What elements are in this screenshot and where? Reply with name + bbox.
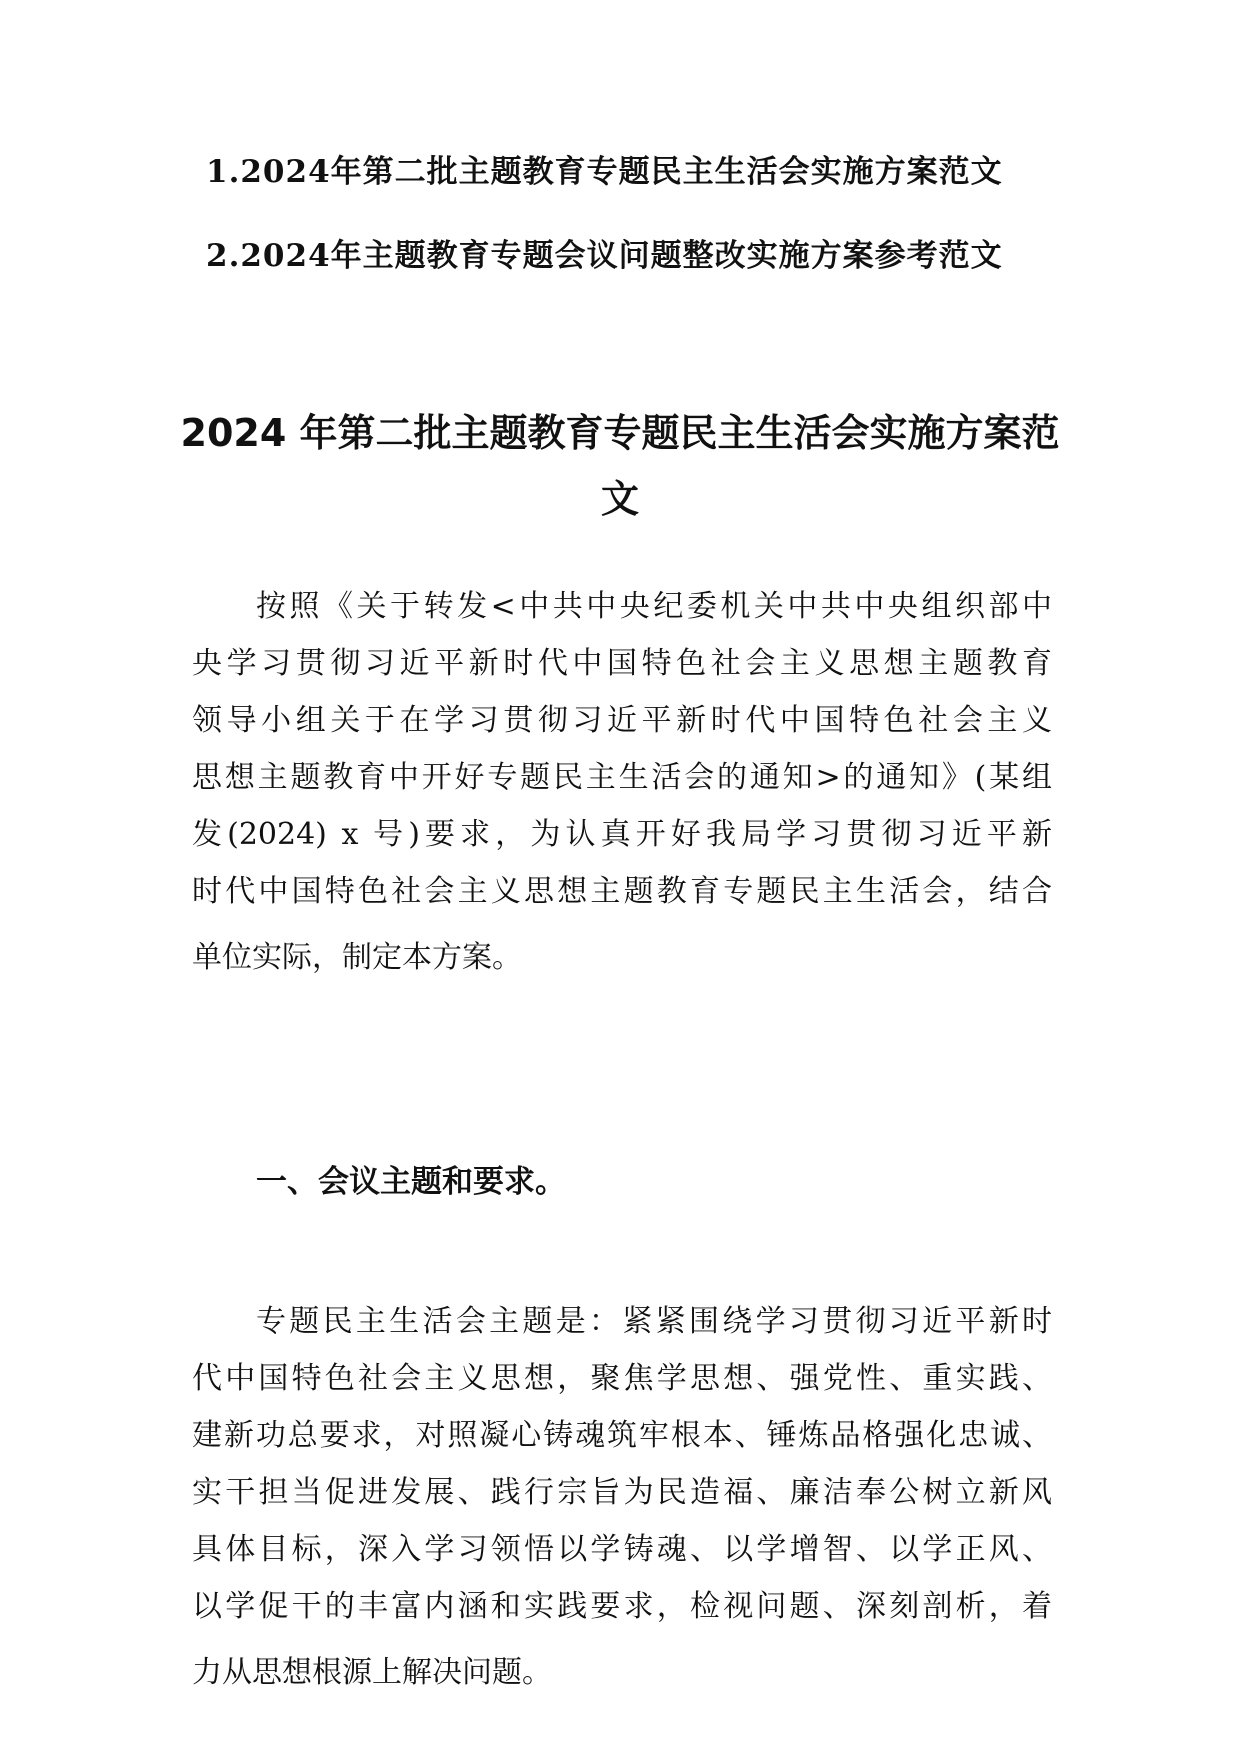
paragraph-line: 央学习贯彻习近平新时代中国特色社会主义思想主题教育 [192, 646, 1052, 681]
paragraph-line: 以学促干的丰富内涵和实践要求，检视问题、深刻剖析，着 [192, 1589, 1052, 1624]
paragraph-line: 领导小组关于在学习贯彻习近平新时代中国特色社会主义 [192, 703, 1052, 738]
section-heading-1: 一、会议主题和要求。 [256, 1164, 566, 1200]
section-1-paragraph [192, 1293, 1052, 1701]
intro-paragraph [192, 578, 1052, 986]
document-title-line-2: 文 [600, 477, 639, 521]
document-title [120, 400, 1120, 532]
table-of-contents [206, 150, 1106, 278]
paragraph-line: 发(2024) x 号)要求，为认真开好我局学习贯彻习近平新 [192, 817, 1052, 852]
paragraph-line: 时代中国特色社会主义思想主题教育专题民主生活会，结合 [192, 874, 1052, 909]
paragraph-line: 实干担当促进发展、践行宗旨为民造福、廉洁奉公树立新风 [192, 1475, 1052, 1510]
toc-item-1: 1.2024年第二批主题教育专题民主生活会实施方案范文 [206, 154, 1003, 190]
paragraph-line: 专题民主生活会主题是：紧紧围绕学习贯彻习近平新时 [256, 1304, 1052, 1339]
toc-item-2: 2.2024年主题教育专题会议问题整改实施方案参考范文 [206, 238, 1003, 274]
paragraph-line: 代中国特色社会主义思想，聚焦学思想、强党性、重实践、 [192, 1361, 1052, 1396]
paragraph-line: 建新功总要求，对照凝心铸魂筑牢根本、锤炼品格强化忠诚、 [192, 1418, 1052, 1453]
document-title-line-1: 2024 年第二批主题教育专题民主生活会实施方案范 [180, 411, 1060, 455]
paragraph-line: 按照《关于转发<中共中央纪委机关中共中央组织部中 [256, 589, 1052, 624]
paragraph-line: 具体目标，深入学习领悟以学铸魂、以学增智、以学正风、 [192, 1532, 1052, 1567]
paragraph-line: 思想主题教育中开好专题民主生活会的通知>的通知》(某组 [192, 760, 1052, 795]
paragraph-line: 单位实际，制定本方案。 [192, 940, 522, 975]
paragraph-line: 力从思想根源上解决问题。 [192, 1655, 552, 1690]
